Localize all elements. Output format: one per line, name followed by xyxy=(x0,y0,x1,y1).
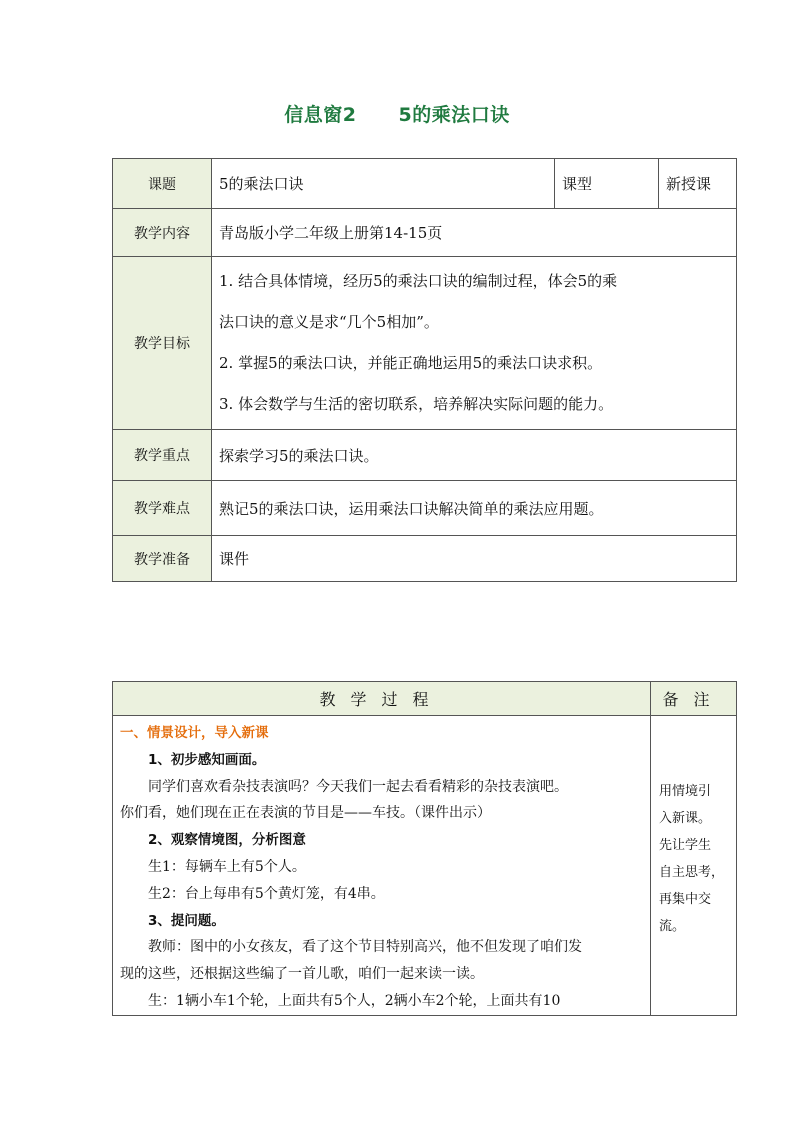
note-line: 先让学生 xyxy=(659,838,712,853)
student-line: 生1：每辆车上有5个人。 xyxy=(148,858,306,875)
notes-header: 备注 xyxy=(651,682,737,716)
objective-line: 3. 体会数学与生活的密切联系，培养解决实际问题的能力。 xyxy=(219,395,614,413)
prep-label: 教学准备 xyxy=(113,536,212,582)
key-label: 教学重点 xyxy=(113,430,212,481)
notes-column xyxy=(651,716,737,1016)
difficulty-label: 教学难点 xyxy=(113,481,212,536)
content-value: 青岛版小学二年级上册第14-15页 xyxy=(212,209,737,257)
objective-line: 法口诀的意义是求“几个5相加”。 xyxy=(219,313,439,331)
objectives-value xyxy=(212,257,737,430)
process-body-row xyxy=(113,716,737,1016)
type-label: 课型 xyxy=(555,159,659,209)
process-body xyxy=(113,716,651,1016)
note-line: 再集中交 xyxy=(659,892,712,907)
key-value: 探索学习5的乘法口诀。 xyxy=(212,430,737,481)
row-objectives xyxy=(113,257,737,430)
title-part1: 信息窗2 xyxy=(284,104,357,126)
objective-line: 1. 结合具体情境，经历5的乘法口诀的编制过程，体会5的乘 xyxy=(219,272,618,290)
lesson-info-table xyxy=(112,158,737,582)
teacher-line: 现的这些，还根据这些编了一首儿歌，咱们一起来读一读。 xyxy=(120,966,484,983)
note-line: 流。 xyxy=(659,919,686,934)
row-difficulty xyxy=(113,481,737,536)
paragraph: 你们看，她们现在正在表演的节目是——车技。（课件出示） xyxy=(120,805,491,822)
row-prep xyxy=(113,536,737,582)
paragraph: 同学们喜欢看杂技表演吗？今天我们一起去看看精彩的杂技表演吧。 xyxy=(148,778,568,795)
step-heading: 2、观察情境图，分析图意 xyxy=(148,832,306,849)
student-line: 生：1辆小车1个轮，上面共有5个人，2辆小车2个轮，上面共有10 xyxy=(148,992,561,1009)
prep-value: 课件 xyxy=(212,536,737,582)
title-part2: 5的乘法口诀 xyxy=(398,104,510,126)
type-value: 新授课 xyxy=(659,159,737,209)
row-topic xyxy=(113,159,737,209)
difficulty-value: 熟记5的乘法口诀，运用乘法口诀解决简单的乘法应用题。 xyxy=(212,481,737,536)
content-label: 教学内容 xyxy=(113,209,212,257)
row-content xyxy=(113,209,737,257)
topic-value: 5的乘法口诀 xyxy=(212,159,555,209)
page-title xyxy=(0,100,794,127)
step-heading: 1、初步感知画面。 xyxy=(148,751,266,768)
row-key xyxy=(113,430,737,481)
note-line: 用情境引 xyxy=(659,784,712,799)
teacher-line: 教师：图中的小女孩友，看了这个节目特别高兴，他不但发现了咱们发 xyxy=(148,939,582,956)
process-header: 教学过程 xyxy=(113,682,651,716)
step-heading: 3、提问题。 xyxy=(148,912,225,929)
topic-label: 课题 xyxy=(113,159,212,209)
objectives-label: 教学目标 xyxy=(113,257,212,430)
section-heading: 一、情景设计，导入新课 xyxy=(120,725,269,741)
process-header-row xyxy=(113,682,737,716)
note-line: 入新课。 xyxy=(659,811,712,826)
objective-line: 2. 掌握5的乘法口诀，并能正确地运用5的乘法口诀求积。 xyxy=(219,354,603,372)
teaching-process-table xyxy=(112,681,737,1016)
note-line: 自主思考， xyxy=(659,865,725,880)
student-line: 生2：台上每串有5个黄灯笼，有4串。 xyxy=(148,885,385,902)
